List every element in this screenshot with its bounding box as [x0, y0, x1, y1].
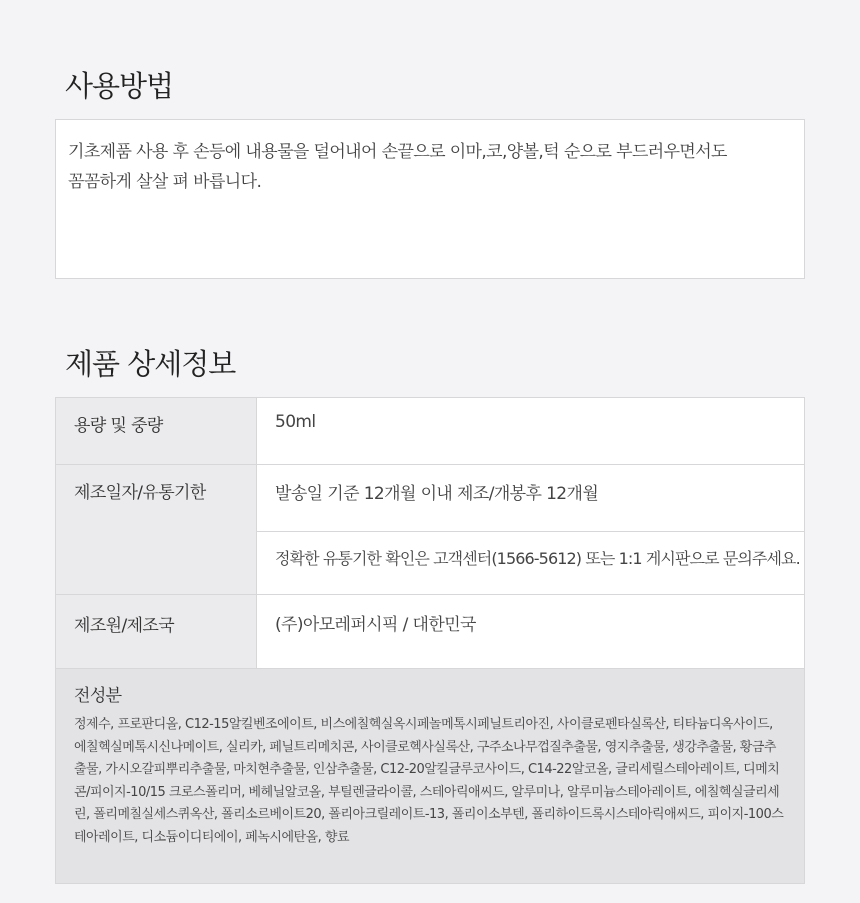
product-detail-table — [55, 397, 805, 884]
usage-text: 기초제품 사용 후 손등에 내용물을 덜어내어 손끝으로 이마,코,양볼,턱 순으로 부드러우면서도 꼼꼼하게 살살 펴 바릅니다. — [68, 142, 727, 192]
table-row-expiry — [56, 465, 805, 532]
maker-label: 제조원/제조국 — [56, 595, 257, 669]
expiry-value: 발송일 기준 12개월 이내 제조/개봉후 12개월 — [257, 465, 805, 532]
volume-label: 용량 및 중량 — [56, 398, 257, 465]
table-row-ingredients — [56, 669, 805, 884]
ingredients-cell — [56, 669, 805, 884]
volume-value: 50ml — [257, 398, 805, 465]
expiry-label: 제조일자/유통기한 — [56, 465, 257, 595]
detail-section-title: 제품 상세정보 — [65, 347, 236, 381]
ingredients-title: 전성분 — [74, 686, 122, 706]
usage-box — [55, 119, 805, 279]
expiry-note: 정확한 유통기한 확인은 고객센터(1566-5612) 또는 1:1 게시판으로 문의주세요. — [257, 532, 805, 595]
ingredients-text: 정제수, 프로판디올, C12-15알킬벤조에이트, 비스에칠헥실옥시페놀메톡시페닐트리아진, 사이클로펜타실록산, 티타늄디옥사이드, 에칠헥실메톡시신나메이트, 실리카, 페닐트리메치콘, 사이클로헥사실록산, 구주소나무껍질추출물, 영지추출물, 생강추출물, 황금추출물, 가시오갈피뿌리추출물, 마치현추출물, 인삼추출물, C12-20알킬글루코사이드, C14-22알코올, 글리세릴스테아레이트, 디메치콘/피이지-10/15 크로스폴리머, 베헤닐알코올, 부틸렌글라이콜, 스테아릭애씨드, 알루미나, 알루미늄스테아레이트, 에칠헥실글리세린, 폴리메칠실세스퀴옥산, 폴리소르베이트20, 폴리아크릴레이트-13, 폴리이소부텐, 폴리하이드록시스테아릭애씨드, 피이지-100스테아레이트, 디소듐이디티에이, 페녹시에탄올, 향료 — [74, 717, 784, 845]
usage-section-title: 사용방법 — [65, 69, 174, 103]
table-row-volume — [56, 398, 805, 465]
maker-value: (주)아모레퍼시픽 / 대한민국 — [257, 595, 805, 669]
table-row-maker — [56, 595, 805, 669]
